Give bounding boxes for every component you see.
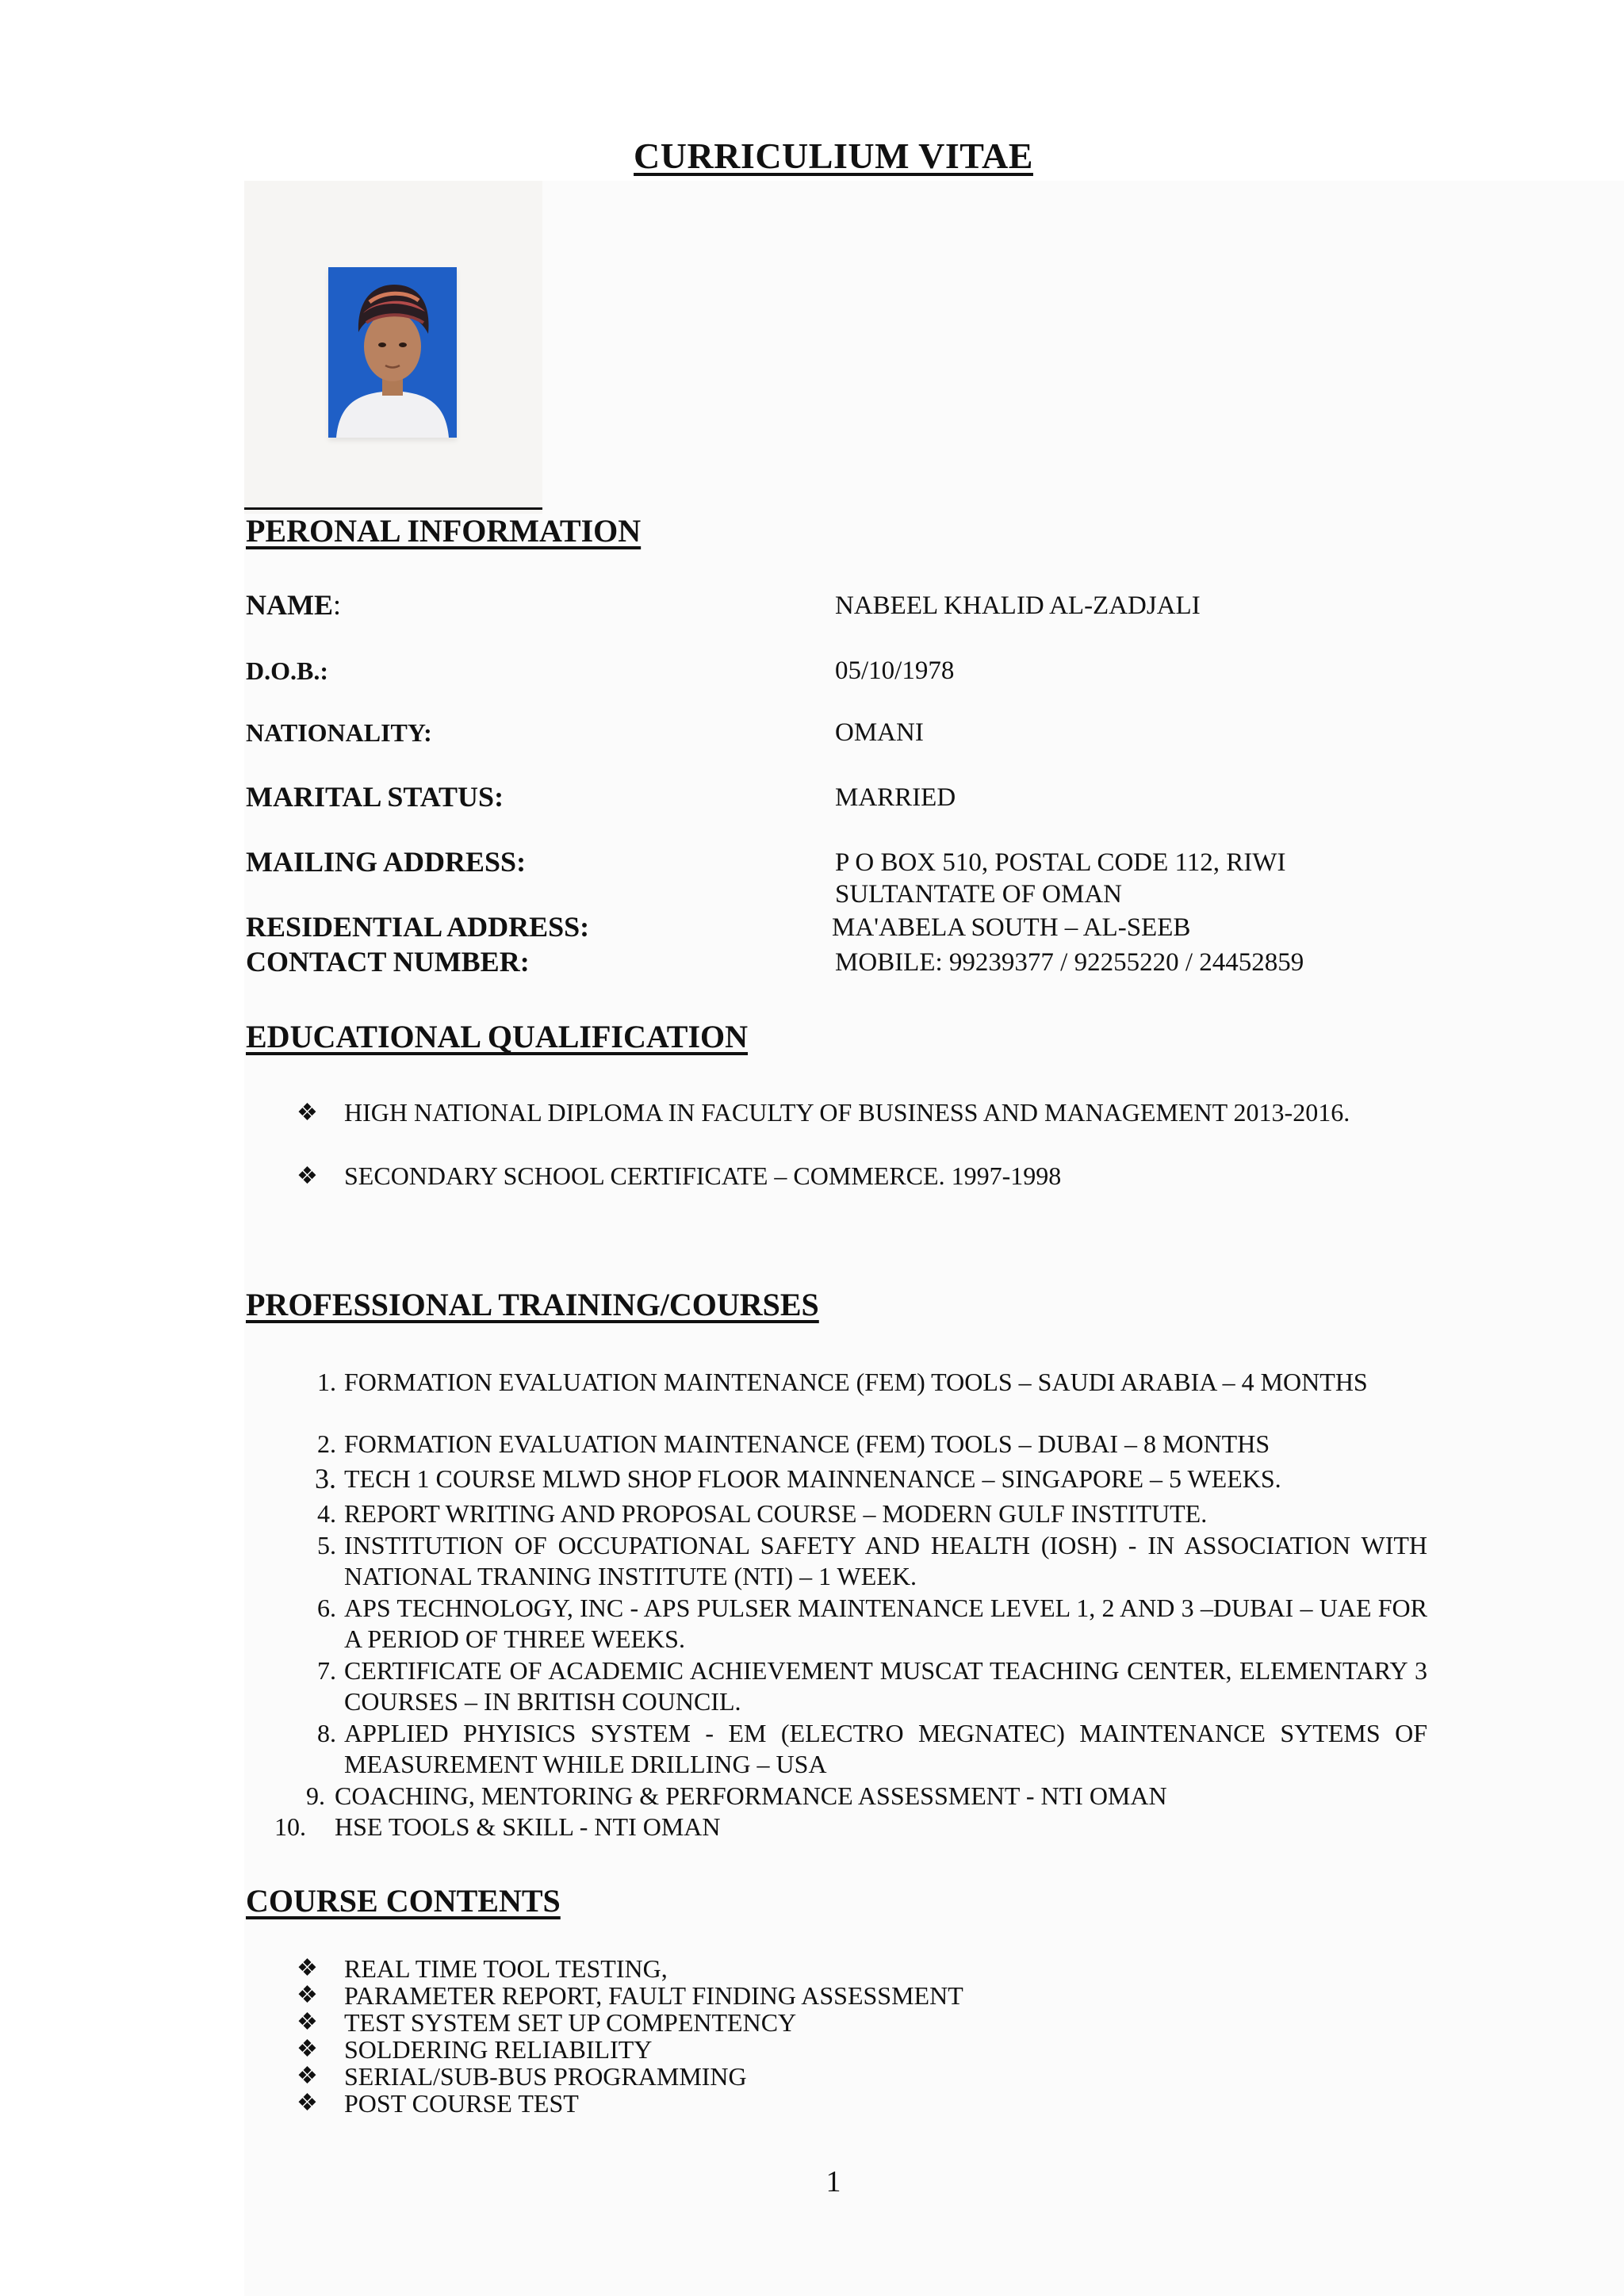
- mailing-address-label: MAILING ADDRESS:: [246, 846, 527, 878]
- education-item: [246, 1097, 1427, 1159]
- nationality-label: NATIONALITY:: [246, 718, 432, 747]
- bullet-icon: ❖: [297, 1982, 318, 2008]
- training-item-text: CERTIFICATE OF ACADEMIC ACHIEVEMENT MUSCAT TEACHING CENTER, ELEMENTARY 3 COURSES – IN BRITISH COUNCIL.: [344, 1656, 1427, 1716]
- course-content-item: [246, 2036, 1427, 2063]
- training-item-text: FORMATION EVALUATION MAINTENANCE (FEM) TOOLS – DUBAI – 8 MONTHS: [344, 1429, 1270, 1458]
- training-item: [246, 1530, 1427, 1592]
- mailing-address-line1: P O BOX 510, POSTAL CODE 112, RIWI: [835, 848, 1286, 877]
- item-number: 7.: [317, 1656, 336, 1685]
- education-item-text: SECONDARY SCHOOL CERTIFICATE – COMMERCE. 1997-1998: [344, 1161, 1062, 1190]
- page-number: 1: [825, 2165, 841, 2198]
- training-item: [246, 1718, 1427, 1780]
- contact-number-value: MOBILE: 99239377 / 92255220 / 24452859: [835, 948, 1304, 977]
- training-item-text: REPORT WRITING AND PROPOSAL COURSE – MODERN GULF INSTITUTE.: [344, 1499, 1208, 1528]
- training-item-text: HSE TOOLS & SKILL - NTI OMAN: [335, 1812, 721, 1841]
- item-number: 9.: [306, 1781, 325, 1810]
- training-item: [246, 1464, 1427, 1495]
- residential-address-label: RESIDENTIAL ADDRESS:: [246, 911, 590, 943]
- course-contents-heading: COURSE CONTENTS: [246, 1883, 561, 1919]
- portrait-image: [328, 267, 457, 438]
- dob-value: 05/10/1978: [835, 656, 955, 685]
- training-item: [246, 1655, 1427, 1717]
- document-title: CURRICULIUM VITAE: [634, 136, 1033, 176]
- photo-underline: [244, 507, 542, 510]
- course-content-text: PARAMETER REPORT, FAULT FINDING ASSESSMENT: [344, 1981, 963, 2010]
- training-item-text: INSTITUTION OF OCCUPATIONAL SAFETY AND HEALTH (IOSH) - IN ASSOCIATION WITH NATIONAL TRANING INSTITUTE (NTI) – 1 WEEK.: [344, 1531, 1427, 1590]
- training-item-text: FORMATION EVALUATION MAINTENANCE (FEM) TOOLS – SAUDI ARABIA – 4 MONTHS: [344, 1368, 1368, 1396]
- course-content-text: REAL TIME TOOL TESTING,: [344, 1954, 668, 1983]
- training-item-text: APPLIED PHYISICS SYSTEM - EM (ELECTRO MEGNATEC) MAINTENANCE SYTEMS OF MEASUREMENT WHILE DRILLING – USA: [344, 1719, 1427, 1778]
- course-content-item: [246, 2063, 1427, 2090]
- item-number: 6.: [317, 1594, 336, 1622]
- bullet-icon: ❖: [297, 1163, 318, 1189]
- training-item: [246, 1429, 1427, 1460]
- bullet-icon: ❖: [297, 2090, 318, 2116]
- marital-status-value: MARRIED: [835, 783, 956, 812]
- training-item-text: APS TECHNOLOGY, INC - APS PULSER MAINTENANCE LEVEL 1, 2 AND 3 –DUBAI – UAE FOR A PERIOD OF THREE WEEKS.: [344, 1594, 1427, 1653]
- training-item-text: COACHING, MENTORING & PERFORMANCE ASSESSMENT - NTI OMAN: [335, 1781, 1167, 1810]
- personal-info-heading: PERONAL INFORMATION: [246, 513, 642, 549]
- passport-photo: [328, 267, 457, 438]
- bullet-icon: ❖: [297, 2036, 318, 2062]
- bullet-icon: ❖: [297, 1100, 318, 1126]
- item-number: 4.: [317, 1499, 336, 1528]
- training-item: [246, 1498, 1427, 1530]
- name-label: NAME:: [246, 589, 342, 621]
- course-content-item: [246, 1955, 1427, 1982]
- training-item: [246, 1367, 1427, 1429]
- residential-address-value: MA'ABELA SOUTH – AL-SEEB: [832, 913, 1191, 942]
- course-content-item: [246, 1982, 1427, 2009]
- course-content-text: SERIAL/SUB-BUS PROGRAMMING: [344, 2062, 747, 2091]
- marital-status-label: MARITAL STATUS:: [246, 781, 504, 813]
- bullet-icon: ❖: [297, 2063, 318, 2089]
- item-number: 2.: [317, 1429, 336, 1458]
- bullet-icon: ❖: [297, 1955, 318, 1981]
- item-number: 3.: [315, 1463, 336, 1494]
- mailing-address-line2: SULTANTATE OF OMAN: [835, 880, 1123, 909]
- education-item-text: HIGH NATIONAL DIPLOMA IN FACULTY OF BUSINESS AND MANAGEMENT 2013-2016.: [344, 1098, 1350, 1127]
- education-heading: EDUCATIONAL QUALIFICATION: [246, 1019, 749, 1054]
- item-number: 5.: [317, 1531, 336, 1559]
- course-content-item: [246, 2090, 1427, 2117]
- course-content-text: TEST SYSTEM SET UP COMPENTENCY: [344, 2008, 797, 2037]
- course-content-item: [246, 2009, 1427, 2036]
- training-item-text: TECH 1 COURSE MLWD SHOP FLOOR MAINNENANCE – SINGAPORE – 5 WEEKS.: [344, 1464, 1281, 1493]
- bullet-icon: ❖: [297, 2009, 318, 2035]
- item-number: 8.: [317, 1719, 336, 1747]
- training-heading: PROFESSIONAL TRAINING/COURSES: [246, 1287, 819, 1322]
- education-item: [246, 1161, 1427, 1192]
- training-item: [246, 1812, 1427, 1843]
- course-content-text: SOLDERING RELIABILITY: [344, 2035, 653, 2064]
- item-number: 10.: [274, 1812, 306, 1841]
- item-number: 1.: [317, 1368, 336, 1396]
- nationality-value: OMANI: [835, 718, 924, 747]
- name-value: NABEEL KHALID AL-ZADJALI: [835, 591, 1201, 620]
- dob-label: D.O.B.:: [246, 656, 328, 685]
- training-item: [246, 1781, 1427, 1812]
- course-content-text: POST COURSE TEST: [344, 2089, 579, 2118]
- contact-number-label: CONTACT NUMBER:: [246, 946, 530, 978]
- training-item: [246, 1593, 1427, 1655]
